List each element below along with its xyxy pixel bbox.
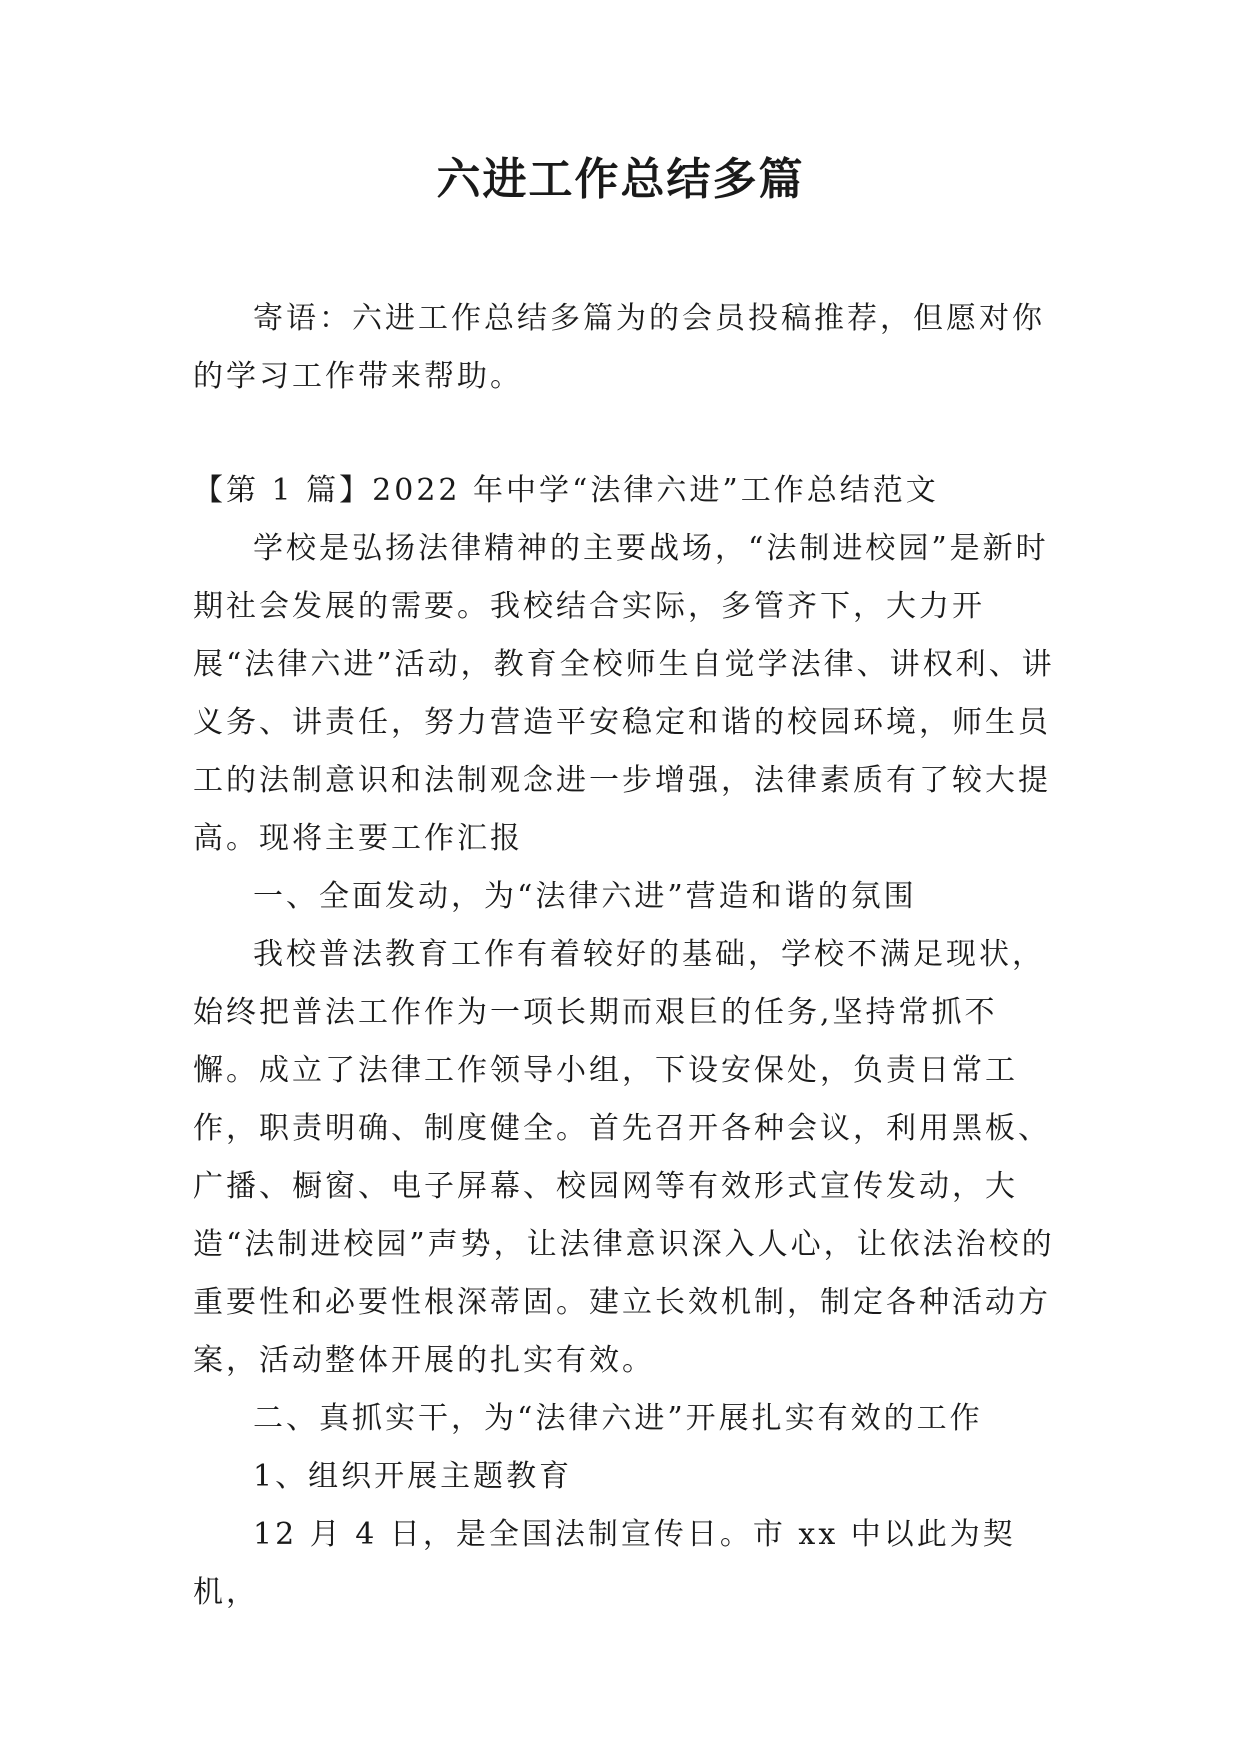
subheading-1: 一、全面发动，为“法律六进”营造和谐的氛围 [253,879,917,914]
document-title: 六进工作总结多篇 [436,154,805,205]
list-item-heading: 1、组织开展主题教育 [253,1459,573,1494]
intro-block [193,290,1063,406]
body-paragraph: 学校是弘扬法律精神的主要战场，“法制进校园”是新时期社会发展的需要。我校结合实际，多管齐下，大力开展“法律六进”活动，教育全校师生自觉学法律、讲权利、讲义务、讲责任，努力营造平安稳定和谐的校园环境，师生员工的法制意识和法制观念进一步增强，法律素质有了较大提高。现将主要工作汇报 [193,531,1055,856]
body-paragraph: 我校普法教育工作有着较好的基础，学校不满足现状，始终把普法工作作为一项长期而艰巨的任务,坚持常抓不懈。成立了法律工作领导小组，下设安保处，负责日常工作，职责明确、制度健全。首先召开各种会议，利用黑板、广播、橱窗、电子屏幕、校园网等有效形式宣传发动，大造“法制进校园”声势，让法律意识深入人心，让依法治校的重要性和必要性根深蒂固。建立长效机制，制定各种活动方案，活动整体开展的扎实有效。 [193,937,1055,1378]
body-paragraph: 12 月 4 日，是全国法制宣传日。市 xx 中以此为契机， [193,1517,1016,1610]
intro-paragraph: 寄语：六进工作总结多篇为的会员投稿推荐，但愿对你的学习工作带来帮助。 [193,301,1045,394]
section-heading: 【第 1 篇】2022 年中学“法律六进”工作总结范文 [193,473,939,508]
article-body [193,462,1063,1622]
subheading-2: 二、真抓实干，为“法律六进”开展扎实有效的工作 [253,1401,983,1436]
